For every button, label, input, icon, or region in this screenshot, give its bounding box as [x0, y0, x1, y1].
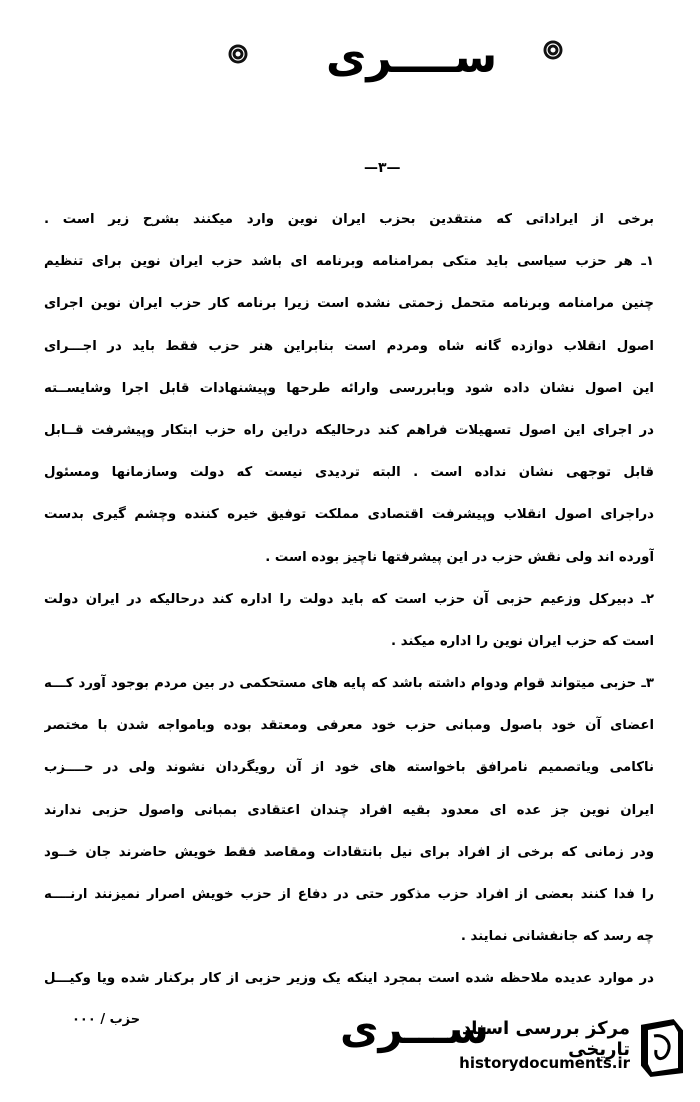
body-line: دراجرای اصول انقلاب وپیشرفت اقتصادی مملکت توفیق خیره کننده وچشم گیری بدست	[44, 507, 654, 523]
seal-stamp-left	[227, 43, 249, 65]
watermark-title: مرکز بررسی اسناد تاریخی	[462, 1018, 630, 1060]
body-line: ودر زمانی که برخی از افراد برای نیل بانتقادات ومقاصد فقط خویش حاضرند جان خــود	[44, 844, 654, 860]
body-line: در اجرای این اصول تسهیلات فراهم کند درحالیکه دراین راه حزب ابتکار وپیشرفت قــابل	[44, 422, 654, 438]
page-number: —۳—	[364, 160, 401, 176]
body-line: ایران نوین جز عده ای معدود بقیه افراد چندان اعتقادی بمبانی واصول حزبی ندارند	[44, 802, 654, 818]
body-line: در موارد عدیده ملاحظه شده است بمجرد اینکه یک وزیر حزبی از کار برکنار شده ویا وکیـــل	[44, 971, 654, 987]
body-line: برخی از ایراداتی که منتقدین بحزب ایران نوین وارد میکنند بشرح زیر است .	[44, 212, 654, 227]
classification-stamp-bottom: ســـری	[340, 1004, 489, 1053]
classification-stamp-top: ســــری	[326, 32, 498, 83]
body-line: ۱ـ هر حزب سیاسی باید متکی بمرامنامه وبرنامه ای باشد حزب ایران نوین برای تنظیم	[44, 254, 654, 270]
document-body	[44, 205, 654, 1007]
document-reference-code: حزب / ۰۰۰	[72, 1012, 141, 1027]
body-line: است که حزب ایران نوین را اداره میکند .	[391, 633, 654, 649]
archive-watermark	[430, 1010, 690, 1090]
body-line: آورده اند ولی نقش حزب در این پیشرفتها ناچیز بوده است .	[265, 549, 654, 565]
body-line: قابل توجهی نشان نداده است . البته تردیدی نیست که دولت وسازمانها ومسئول	[44, 465, 654, 481]
archive-logo-icon	[634, 1016, 688, 1080]
body-line: چه رسد که جانفشانی نمایند .	[460, 929, 654, 945]
body-line: را فدا کنند بعضی از افراد حزب مذکور حتی در دفاع از حزب خویش اصرار نمیزنند ارنــــه	[44, 887, 654, 902]
body-line: اعضای آن خود باصول ومبانی حزب خود معرفی ومعتقد بوده وبامواجه شدن با مختصر	[44, 718, 654, 734]
body-line: ۲ـ دبیرکل وزعیم حزبی آن حزب است که باید دولت را اداره کند درحالیکه در ایران دولت	[44, 591, 654, 607]
seal-stamp-right	[542, 39, 564, 61]
body-line: ناکامی ویاتصمیم نامرافق باخواسته های خود از آن رویگردان نشوند ولی در حــــزب	[44, 760, 654, 776]
watermark-url: historydocuments.ir	[459, 1054, 630, 1072]
body-line: چنین مرامنامه وبرنامه متحمل زحمتی نشده است زیرا برنامه کار حزب ایران نوین اجرای	[44, 296, 654, 312]
body-line: ۳ـ حزبی میتواند قوام ودوام داشته باشد که پایه های مستحکمی در بین مردم بوجود آورد کـــه	[44, 676, 654, 692]
body-line: این اصول نشان داده شود وبابررسی وارائه طرحها وپیشنهادات قابل اجرا وشایســته	[44, 380, 654, 396]
body-line: اصول انقلاب دوازده گانه شاه ومردم است بنابراین هنر حزب فقط باید در اجـــرای	[44, 338, 654, 354]
